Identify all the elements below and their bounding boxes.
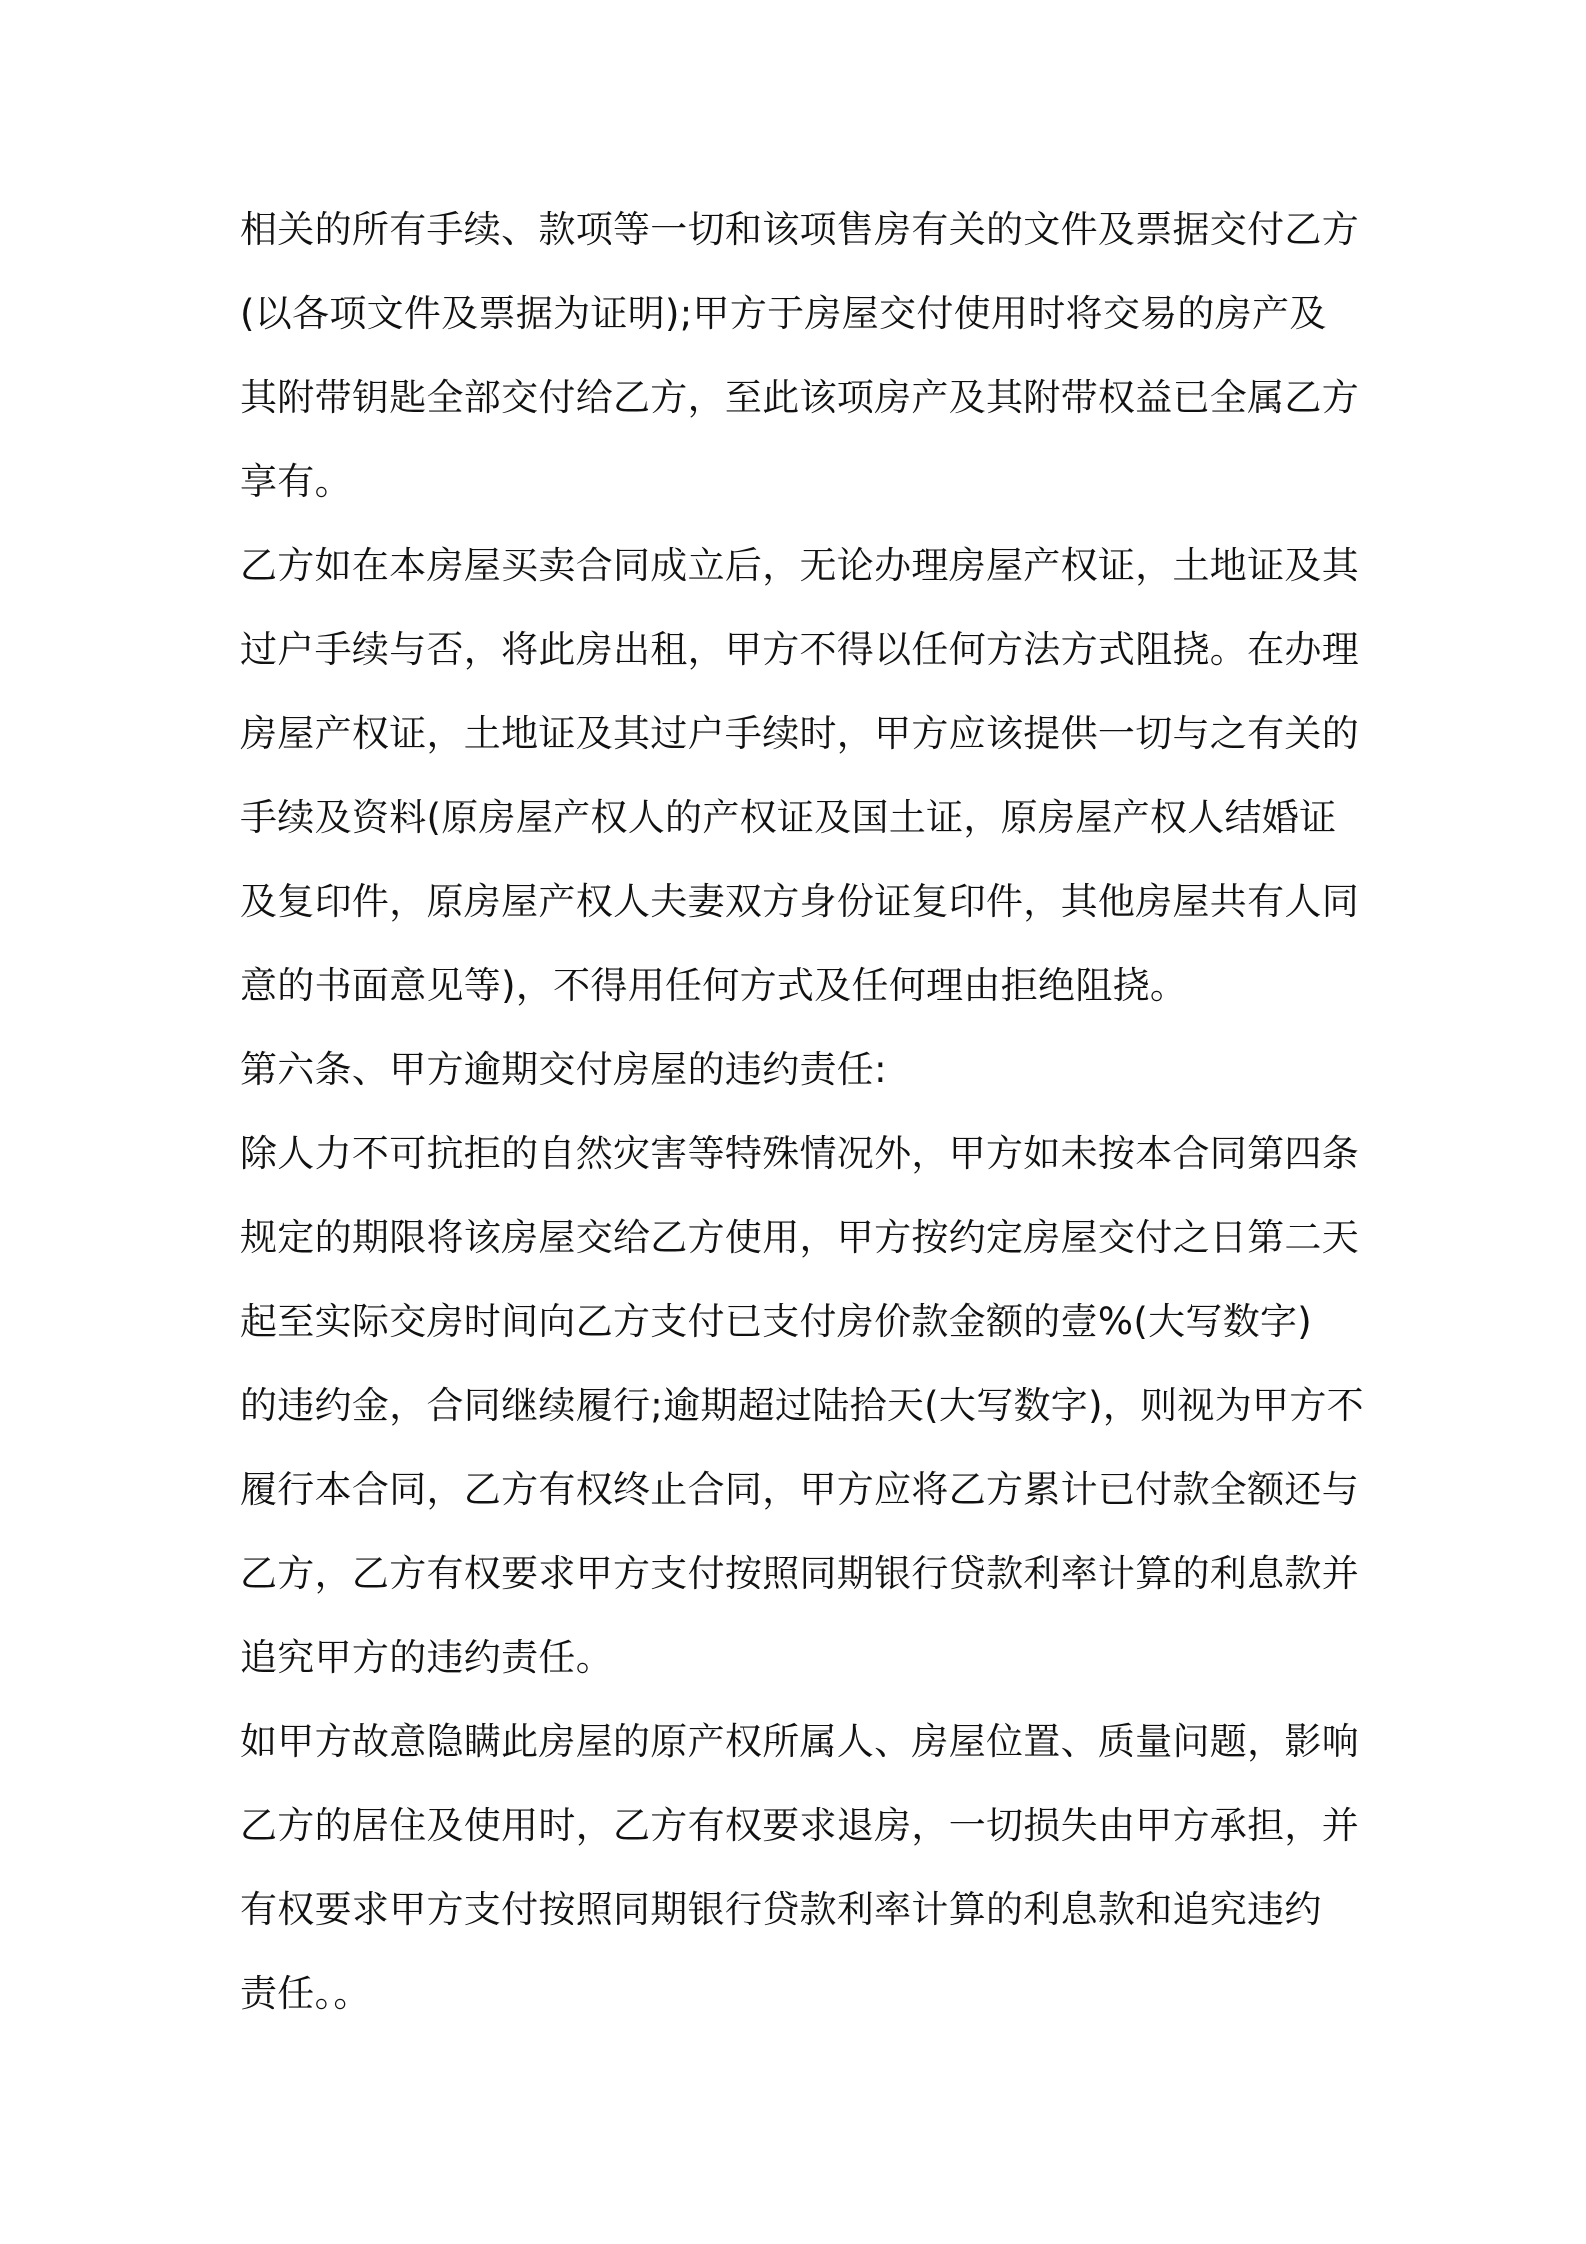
text-line: 相关的所有手续、款项等一切和该项售房有关的文件及票据交付乙方 (240, 208, 1359, 251)
text-line: 履行本合同，乙方有权终止合同，甲方应将乙方累计已付款全额还与 (240, 1468, 1359, 1511)
text-line: 其附带钥匙全部交付给乙方，至此该项房产及其附带权益已全属乙方 (240, 376, 1359, 419)
text-line: 责任。。 (240, 1972, 371, 2015)
text-line: (以各项文件及票据为证明);甲方于房屋交付使用时将交易的房产及 (240, 292, 1327, 335)
text-line: 享有。 (240, 460, 352, 503)
text-line: 乙方，乙方有权要求甲方支付按照同期银行贷款利率计算的利息款并 (240, 1552, 1359, 1595)
text-line: 及复印件，原房屋产权人夫妻双方身份证复印件，其他房屋共有人同 (240, 880, 1359, 923)
text-line: 追究甲方的违约责任。 (240, 1636, 613, 1679)
text-line: 如甲方故意隐瞒此房屋的原产权所属人、房屋位置、质量问题，影响 (240, 1720, 1359, 1763)
text-line: 房屋产权证，土地证及其过户手续时，甲方应该提供一切与之有关的 (240, 712, 1359, 755)
text-line: 规定的期限将该房屋交给乙方使用，甲方按约定房屋交付之日第二天 (240, 1216, 1359, 1259)
text-line: 乙方的居住及使用时，乙方有权要求退房，一切损失由甲方承担，并 (240, 1804, 1359, 1847)
document-body (240, 188, 1364, 2036)
text-line: 有权要求甲方支付按照同期银行贷款利率计算的利息款和追究违约 (240, 1888, 1322, 1931)
text-line: 乙方如在本房屋买卖合同成立后，无论办理房屋产权证，土地证及其 (240, 544, 1359, 587)
text-line: 手续及资料(原房屋产权人的产权证及国土证，原房屋产权人结婚证 (240, 796, 1337, 839)
text-line: 过户手续与否，将此房出租，甲方不得以任何方法方式阻挠。在办理 (240, 628, 1359, 671)
text-line: 意的书面意见等)，不得用任何方式及任何理由拒绝阻挠。 (240, 964, 1188, 1007)
text-line: 的违约金，合同继续履行;逾期超过陆拾天(大写数字)，则视为甲方不 (240, 1384, 1364, 1427)
section-heading: 第六条、甲方逾期交付房屋的违约责任: (240, 1048, 887, 1091)
text-line: 除人力不可抗拒的自然灾害等特殊情况外，甲方如未按本合同第四条 (240, 1132, 1359, 1175)
text-line: 起至实际交房时间向乙方支付已支付房价款金额的壹%(大写数字) (240, 1300, 1313, 1343)
